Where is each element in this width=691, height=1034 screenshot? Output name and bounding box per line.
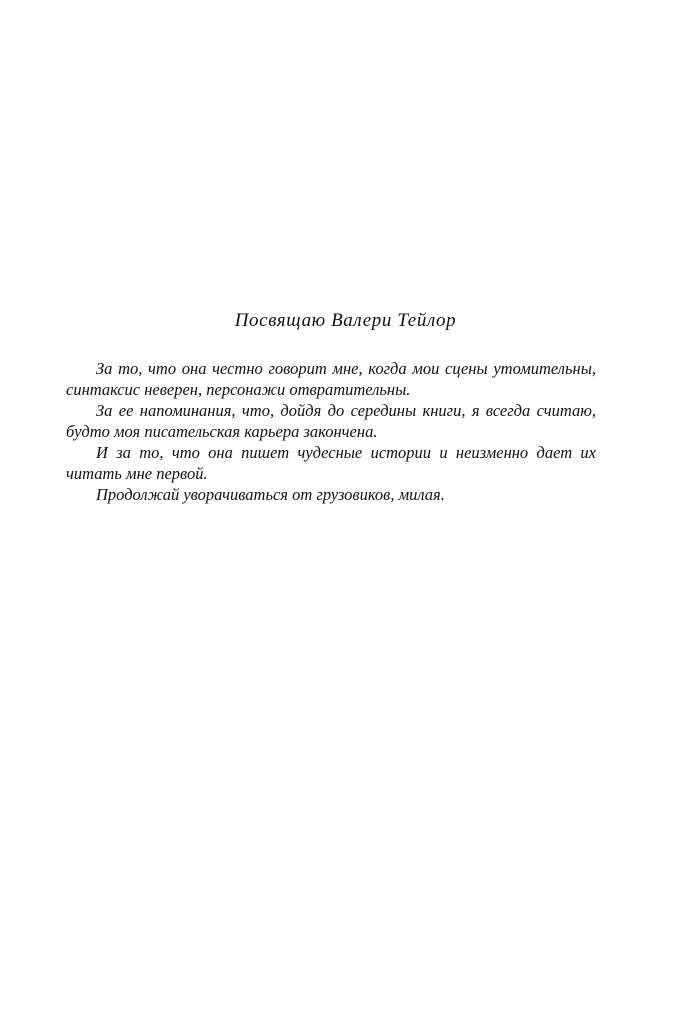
dedication-paragraph: За то, что она честно говорит мне, когда мои сцены утомительны, синтаксис неверен, персонажи отвратительны. bbox=[66, 359, 596, 399]
dedication-body bbox=[66, 358, 596, 505]
dedication-title: Посвящаю Валери Тейлор bbox=[234, 310, 457, 331]
dedication-paragraph: Продолжай уворачиваться от грузовиков, милая. bbox=[96, 485, 445, 504]
dedication-paragraph: И за то, что она пишет чудесные истории и неизменно дает их читать мне первой. bbox=[66, 443, 596, 483]
dedication-paragraph: За ее напоминания, что, дойдя до середины книги, я всегда считаю, будто моя писательская карьера закончена. bbox=[66, 401, 596, 441]
